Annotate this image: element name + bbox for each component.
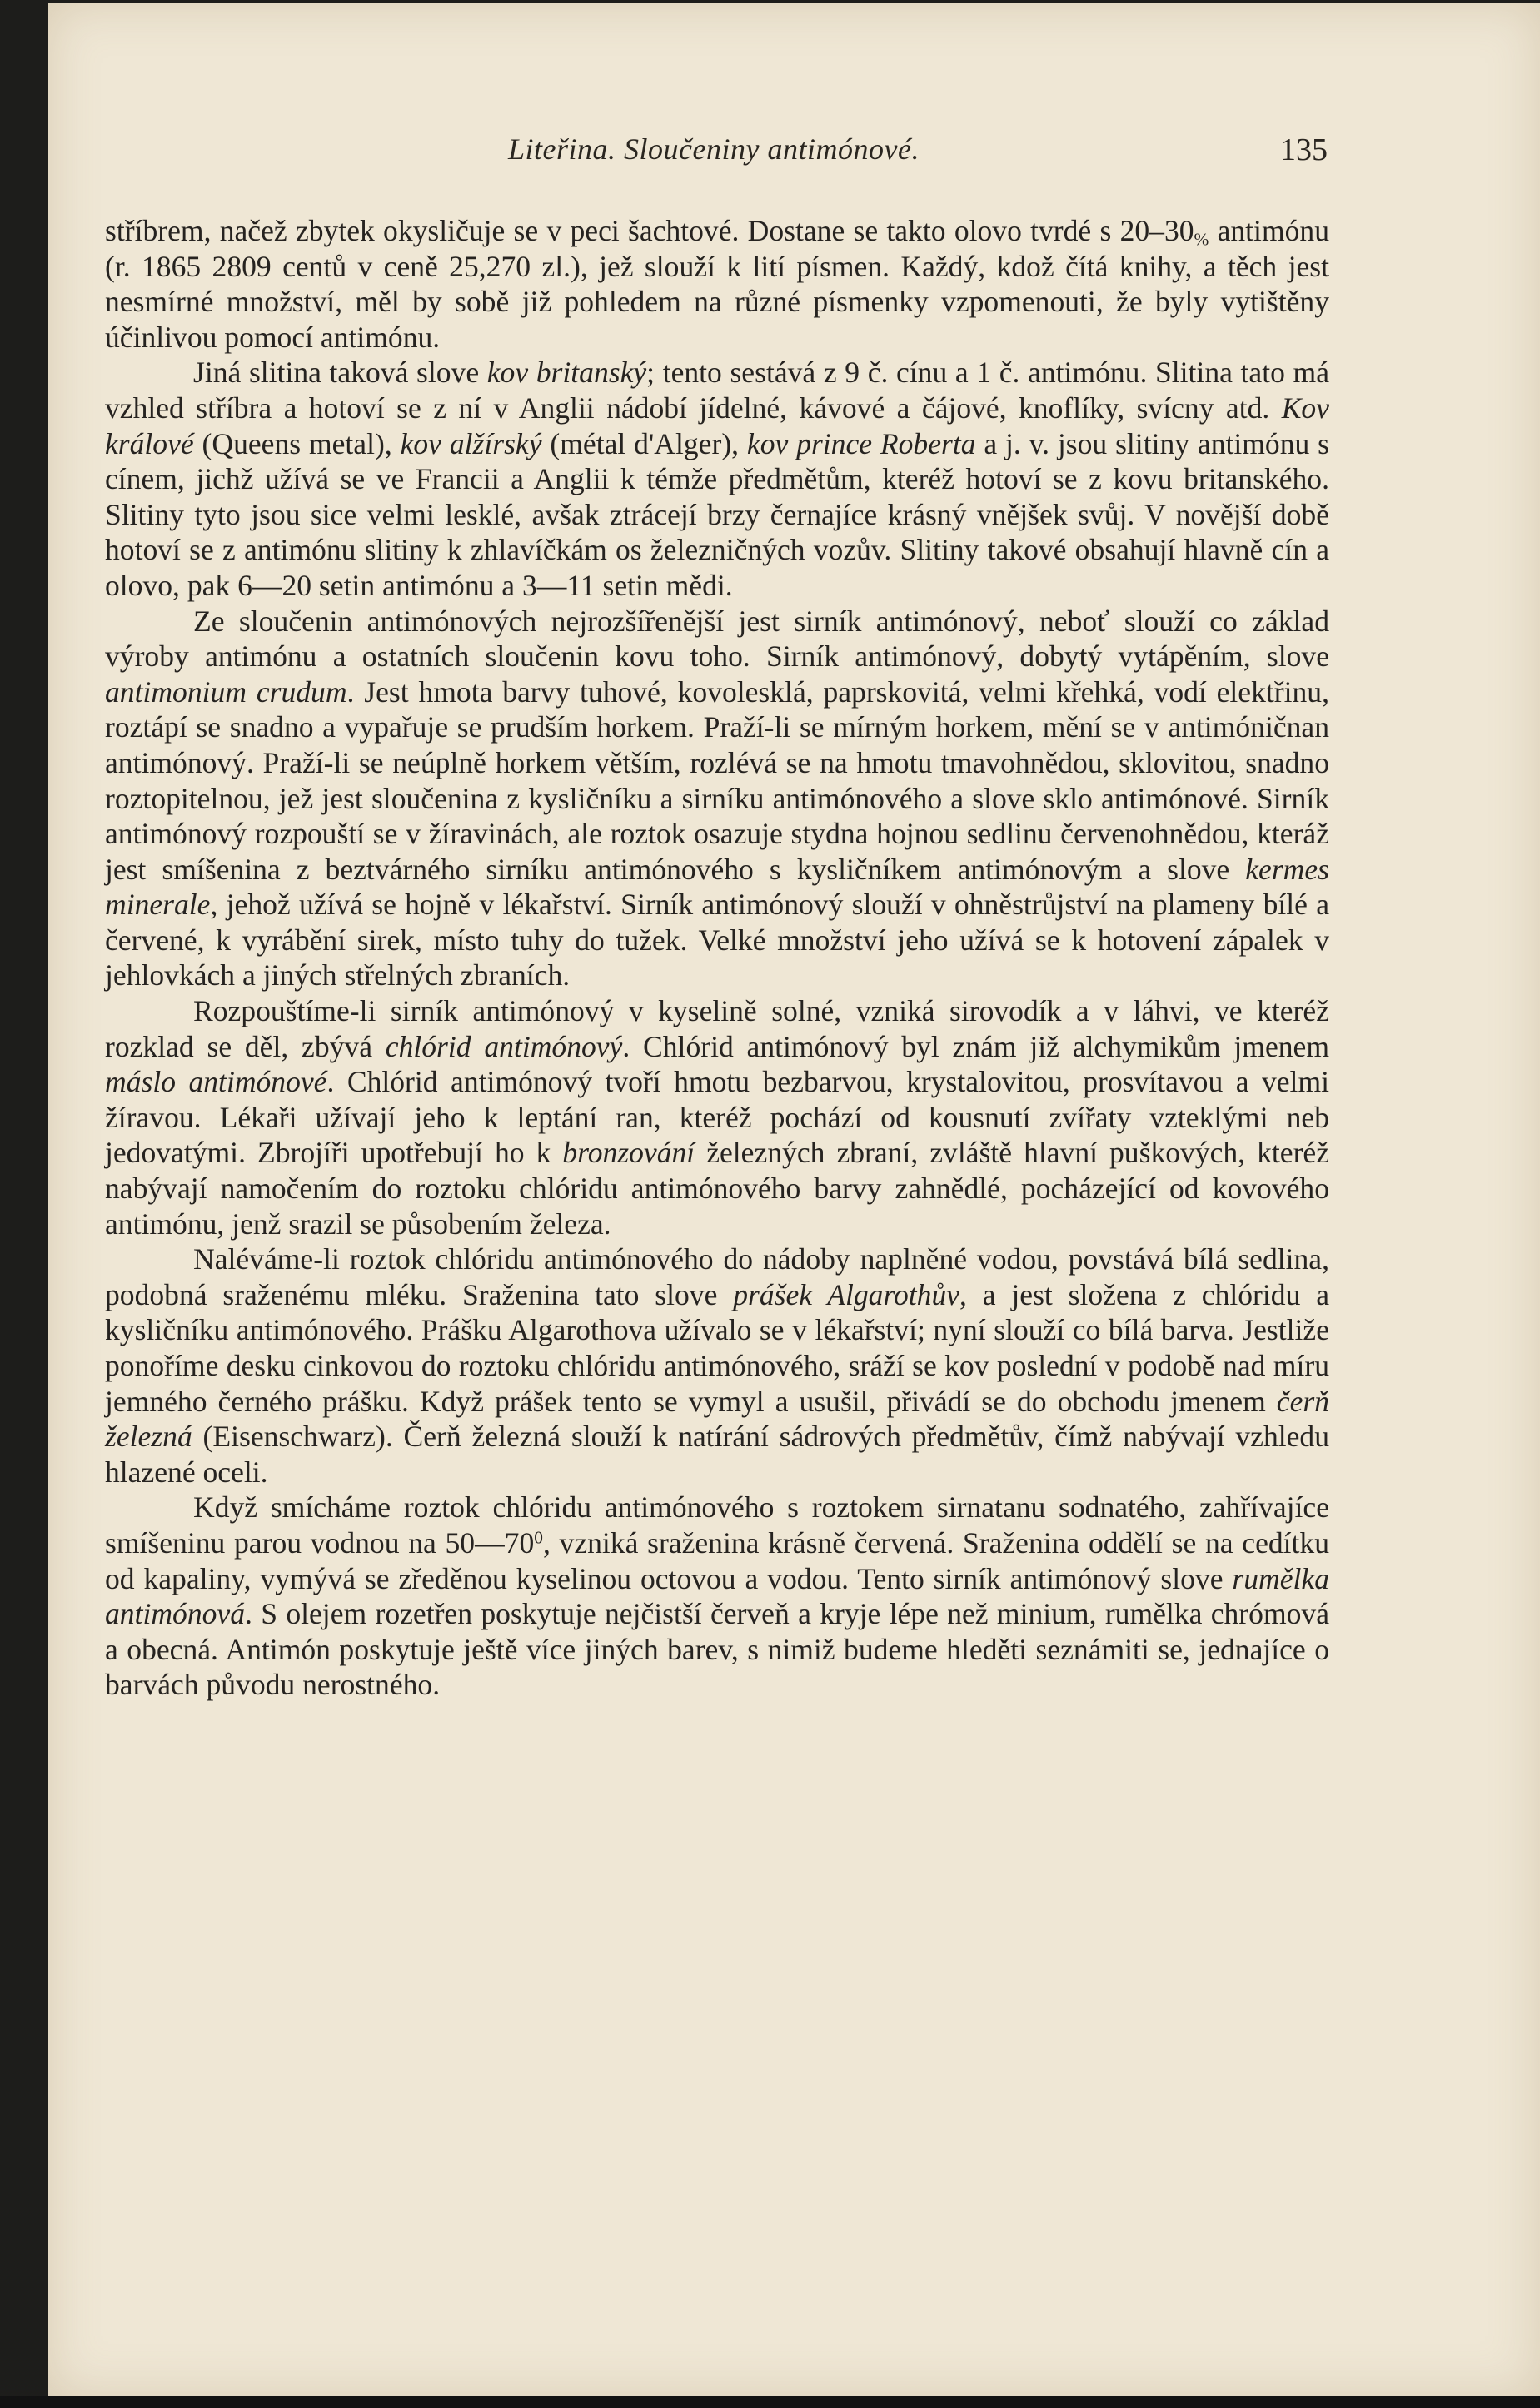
paragraph-6: Když smícháme roztok chlóridu antimónového s roztokem sirnatanu sodnatého, zahřívajíce smíšeninu parou vodnou na $50—70^0$, vzniká sraženina krásně červená. Sraženina oddělí se na cedítku od kapaliny, vymývá se zředěnou kyselinou octovou a vodou. Tento sirník antimónový slove rumělka antimónová. S olejem rozetřen poskytuje nejčistší červeň a kryje lépe než minium, rumělka chrómová a obecná. Antimón poskytuje ještě více jiných barev, s nimiž budeme hleděti seznámiti se, jednajíce o barvách původu nerostného. [105, 1490, 1329, 1702]
page-number: 135 [1280, 132, 1328, 167]
term-kov-kralove: Kov králové [105, 391, 1329, 460]
term-antimonium-crudum: antimonium crudum [105, 674, 347, 709]
term-chlorid-antimonovy: chlórid antimónový [385, 1029, 623, 1063]
term-kov-britansky: kov britanský [486, 356, 647, 390]
term-cern-zelezna: čerň železná [105, 1384, 1329, 1454]
scan-bottom-edge [0, 2396, 1540, 2408]
term-maslo-antimonove: máslo antimónové [105, 1065, 327, 1099]
paragraph-1: stříbrem, načež zbytek okysličuje se v peci šachtové. Dostane se takto olovo tvrdé s $20-30_{\%}$ antimónu (r. 1865 2809 centů v ceně 25,270 zl.), jež slouží k lití písmen. Každý, kdož čítá knihy, a těch jest nesmírné množství, měl by sobě již pohledem na různé písmenky vzpomenouti, že byly vytištěny účinlivou pomocí antimónu. [105, 214, 1329, 354]
term-rumelka-antimonova: rumělka antimónová [105, 1561, 1329, 1631]
body-text [105, 213, 1329, 1703]
term-prasek-algarothuv: prášek Algarothův [733, 1277, 960, 1311]
paragraph-5: Naléváme-li roztok chlóridu antimónového do nádoby naplněné vodou, povstává bílá sedlina, podobná sraženému mléku. Sraženina tato slove prášek Algarothův, a jest složena z chlóridu a kysličníku antimónového. Prášku Algarothova užívalo se v lékařství; nyní slouží co bílá barva. Jestliže ponoříme desku cinkovou do roztoku chlóridu antimónového, sráží se kov poslední v podobě nad míru jemného černého prášku. Když prášek tento se vymyl a usušil, přivádí se do obchodu jmenem čerň železná (Eisenschwarz). Čerň železná slouží k natírání sádrových předmětův, čímž nabývají vzhledu hlazené oceli. [105, 1242, 1329, 1489]
degree-sign: 0 [534, 1527, 543, 1548]
term-kov-prince-roberta: kov prince Roberta [746, 426, 976, 460]
term-kermes-minerale: kermes minerale [105, 852, 1329, 922]
paragraph-2: Jiná slitina taková slove kov britanský; tento sestává z 9 č. cínu a 1 č. antimónu. Slitina tato má vzhled stříbra a hotoví se z ní v Anglii nádobí jídelné, kávové a čájové, knoflíky, svícny atd. Kov králové (Queens metal), kov alžírský (métal d'Alger), kov prince Roberta a j. v. jsou slitiny antimónu s cínem, jichž užívá se ve Francii a Anglii k témže předmětům, kteréž hotoví se z kovu britanského. Slitiny tyto jsou sice velmi lesklé, avšak ztrácejí brzy černajíce krásný vnějšek svůj. V novější době hotoví se z antimónu slitiny k zhlavíčkám os železničných vozův. Slitiny takové obsahují hlavně cín a olovo, pak 6—20 setin antimónu a 3—11 setin mědi. [105, 356, 1329, 602]
term-kov-alzirsky: kov alžírský [400, 426, 542, 460]
paragraph-3: Ze sloučenin antimónových nejrozšířenější jest sirník antimónový, neboť slouží co základ výroby antimónu a ostatních sloučenin kovu toho. Sirník antimónový, dobytý vytápěním, slove antimonium crudum. Jest hmota barvy tuhové, kovolesklá, paprskovitá, velmi křehká, vodí elektřinu, roztápí se snadno a vypařuje se prudším horkem. Praží-li se mírným horkem, mění se v antimóničnan antimónový. Praží-li se neúplně horkem větším, rozlévá se na hmotu tmavohnědou, sklovitou, snadno roztopitelnou, jež jest sloučenina z kysličníku a sirníku antimónového a slove sklo antimónové. Sirník antimónový rozpouští se v žíravinách, ale roztok osazuje stydna hojnou sedlinu červenohnědou, kteráž jest smíšenina z beztvárného sirníku antimónového s kysličníkem antimónovým a slove kermes minerale, jehož užívá se hojně v lékařství. Sirník antimónový slouží v ohněstrůjství na plameny bílé a červené, k vyrábění sirek, místo tuhy do tužek. Velké množství jeho užívá se k hotovení zápalek v jehlovkách a jiných střelných zbraních. [105, 604, 1329, 993]
percent-sign: % [1194, 229, 1209, 250]
term-bronzovani: bronzování [562, 1136, 695, 1170]
running-title: Liteřina. Sloučeniny antimónové. [508, 132, 920, 166]
paragraph-4: Rozpouštíme-li sirník antimónový v kyselině solné, vzniká sirovodík a v láhvi, ve kteréž rozklad se děl, zbývá chlórid antimónový. Chlórid antimónový byl znám již alchymikům jmenem máslo antimónové. Chlórid antimónový tvoří hmotu bezbarvou, krystalovitou, prosvítavou a velmi žíravou. Lékaři užívají jeho k leptání ran, kteréž pochází od kousnutí zvířaty vzteklými neb jedovatými. Zbrojíři upotřebují ho k bronzování železných zbraní, zvláště hlavní puškových, kteréž nabývají namočením do roztoku chlóridu antimónového barvy zahnědlé, pocházející od kovového antimónu, jenž srazil se působením železa. [105, 994, 1330, 1241]
page-header [100, 132, 1328, 173]
